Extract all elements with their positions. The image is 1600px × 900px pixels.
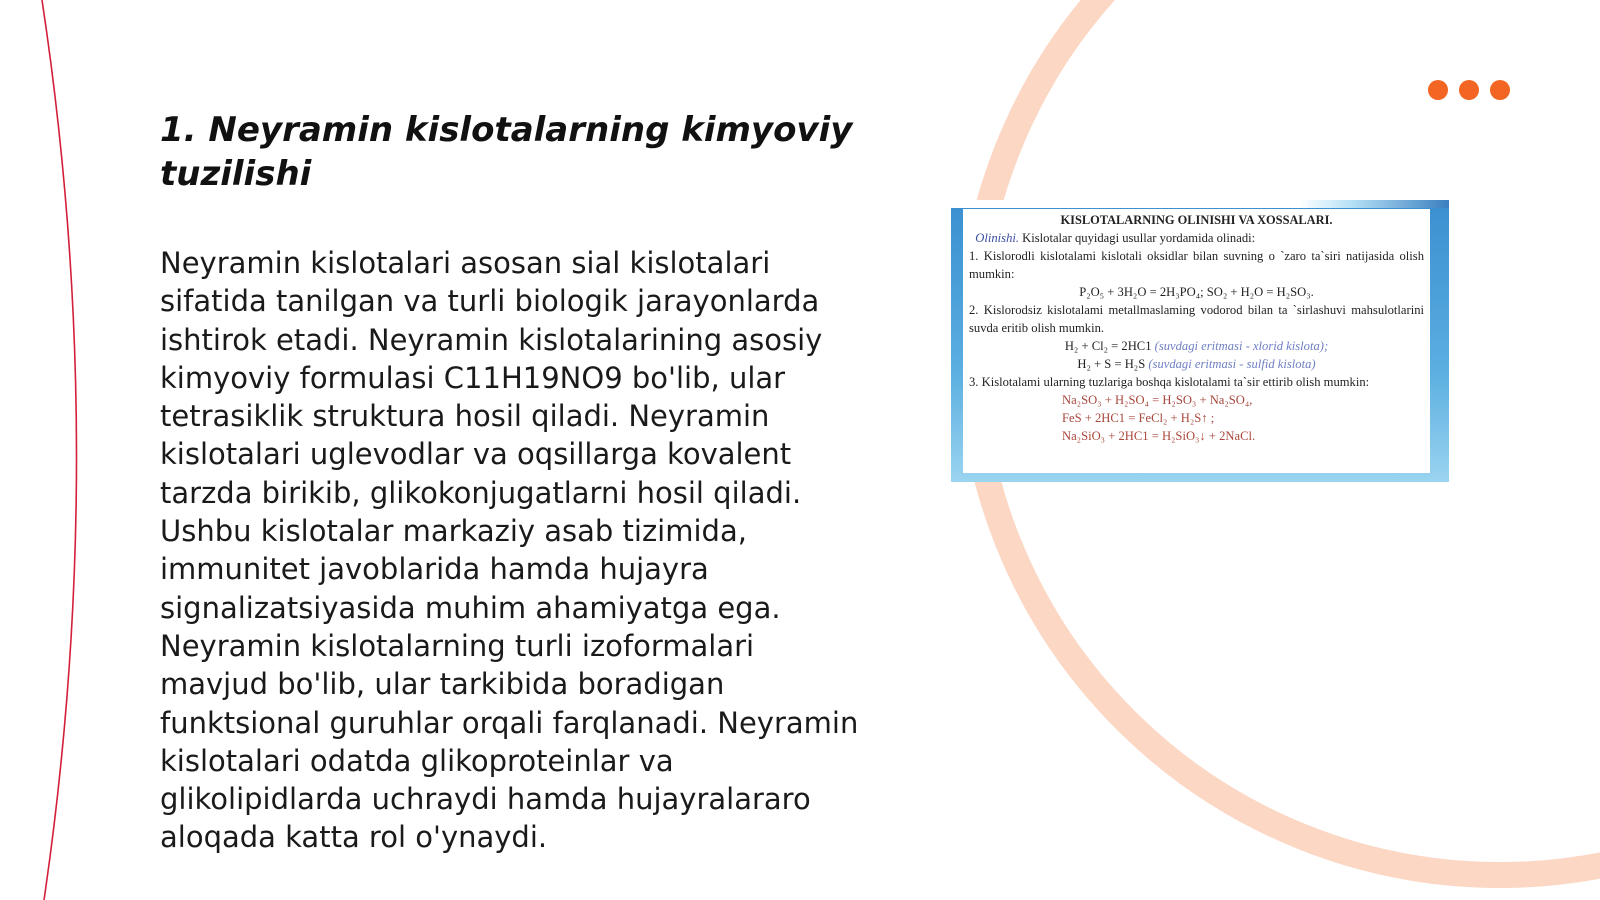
slide-title: 1. Neyramin kislotalarning kimyoviy tuzilishi	[160, 110, 853, 194]
equation-2b-note: (suvdagi eritmasi - sulfid kislota)	[1148, 357, 1316, 371]
dots-ornament	[1428, 80, 1510, 100]
equation-3a: Na₂SO₃ + H₂SO₄ = H₂SO₃ + Na₂SO₄,	[1062, 393, 1253, 407]
equation-2a-note: (suvdagi eritmasi - xlorid kislota);	[1154, 339, 1329, 353]
dot-icon	[1459, 80, 1479, 100]
slide-body-text: Neyramin kislotalari asosan sial kislotalari sifatida tanilgan va turli biologik jarayonlarda ishtirok etadi. Neyramin kislotalarining asosiy kimyoviy formulasi C11H19NO9 bo'lib, ular tetrasiklik struktura hosil qiladi. Neyramin kislotalari uglevodlar va oqsillarga kovalent tarzda birikib, glikokonjugatlarni hosil qiladi. Ushbu kislotalar markaziy asab tizimida, immunitet javoblarida hamda hujayra signalizatsiyasida muhim ahamiyatga ega. Neyramin kislotalarning turli izoformalari mavjud bo'lib, ular tarkibida boradigan funktsional guruhlar orqali farqlanadi. Neyramin kislotalari odatda glikoproteinlar va glikolipidlarda uchraydi hamda hujayralararo aloqada katta rol o'ynaydi.	[160, 246, 859, 855]
image-frame-strip	[951, 200, 1449, 208]
image-item-1: 1. Kislorodli kislotalami kislotali oksidlar bilan suvning o `zaro ta`siri natijasida olish mumkin:	[969, 249, 1424, 281]
image-item-2: 2. Kislorodsiz kislotalami metallmaslaming vodorod bilan ta `sirlashuvi mahsulotlarini suvda eritib olish mumkin.	[969, 303, 1424, 335]
equation-2a	[969, 337, 1424, 355]
intro-text: Kislotalar quyidagi usullar yordamida olinadi:	[1019, 231, 1256, 245]
left-red-curve	[42, 0, 77, 900]
intro-label: Olinishi.	[975, 231, 1020, 245]
textbook-image	[963, 209, 1430, 473]
equation-1: P₂O₅ + 3H₂O = 2H₃PO₄; SO₂ + H₂O = H₂SO₃.	[1079, 285, 1314, 299]
equation-3b: FeS + 2HC1 = FeCl₂ + H₂S↑ ;	[1062, 411, 1215, 425]
image-heading: KISLOTALARNING OLINISHI VA XOSSALARI.	[1060, 213, 1333, 227]
equation-2b-formula: H₂ + S = H₂S	[1077, 357, 1146, 371]
dot-icon	[1490, 80, 1510, 100]
equation-2b	[969, 355, 1424, 373]
image-item-3: 3. Kislotalami ularning tuzlariga boshqa kislotalami ta`sir ettirib olish mumkin:	[969, 375, 1370, 389]
dot-icon	[1428, 80, 1448, 100]
equation-2a-formula: H₂ + Cl₂ = 2HC1	[1064, 339, 1152, 353]
equation-3c: Na₂SiO₃ + 2HC1 = H₂SiO₃↓ + 2NaCl.	[1062, 429, 1256, 443]
image-intro	[969, 229, 1424, 247]
